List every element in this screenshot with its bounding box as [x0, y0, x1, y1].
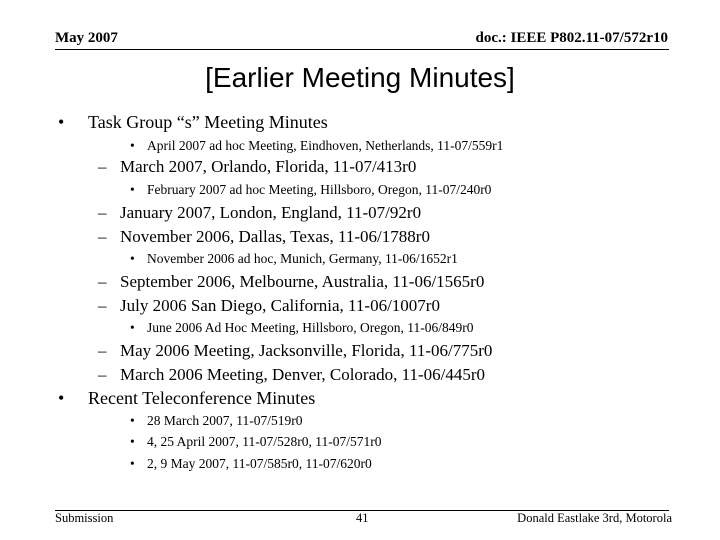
list-item-text: February 2007 ad hoc Meeting, Hillsboro, Oregon, 11-07/240r0: [147, 182, 492, 197]
list-item-text: 2, 9 May 2007, 11-07/585r0, 11-07/620r0: [147, 456, 372, 471]
list-item-text: January 2007, London, England, 11-07/92r0: [120, 203, 422, 222]
bullet: •: [130, 138, 135, 153]
list-item-text: 4, 25 April 2007, 11-07/528r0, 11-07/571r0: [147, 434, 382, 449]
bullet: •: [130, 251, 135, 266]
bullet: •: [130, 456, 135, 471]
header-doc-id: doc.: IEEE P802.11-07/572r10: [475, 30, 668, 46]
bullet: •: [58, 388, 65, 408]
footer-submission: Submission: [55, 511, 114, 525]
bullet: •: [130, 182, 135, 197]
header-date: May 2007: [55, 30, 118, 46]
dash-bullet: –: [98, 203, 107, 222]
dash-bullet: –: [98, 296, 107, 315]
dash-bullet: –: [98, 365, 107, 384]
bullet: •: [130, 413, 135, 428]
list-item-text: June 2006 Ad Hoc Meeting, Hillsboro, Oregon, 11-06/849r0: [147, 320, 474, 335]
dash-bullet: –: [98, 227, 107, 246]
list-item-text: April 2007 ad hoc Meeting, Eindhoven, Netherlands, 11-07/559r1: [147, 138, 504, 153]
header-divider: [55, 49, 669, 50]
list-item-text: March 2006 Meeting, Denver, Colorado, 11-06/445r0: [120, 365, 486, 384]
page-number: 41: [356, 511, 369, 525]
list-item-text: March 2007, Orlando, Florida, 11-07/413r0: [120, 157, 417, 176]
bullet: •: [130, 320, 135, 335]
list-item-text: Task Group “s” Meeting Minutes: [88, 112, 328, 132]
dash-bullet: –: [98, 272, 107, 291]
list-item-text: Recent Teleconference Minutes: [88, 388, 316, 408]
list-item-text: July 2006 San Diego, California, 11-06/1007r0: [120, 296, 440, 315]
list-item-text: May 2006 Meeting, Jacksonville, Florida, 11-06/775r0: [120, 341, 493, 360]
list-item-text: 28 March 2007, 11-07/519r0: [147, 413, 303, 428]
list-item-text: September 2006, Melbourne, Australia, 11-06/1565r0: [120, 272, 485, 291]
dash-bullet: –: [98, 341, 107, 360]
footer-author: Donald Eastlake 3rd, Motorola: [517, 511, 672, 525]
dash-bullet: –: [98, 157, 107, 176]
list-item-text: November 2006, Dallas, Texas, 11-06/1788r0: [120, 227, 430, 246]
slide-title: [Earlier Meeting Minutes]: [205, 62, 515, 93]
bullet: •: [130, 434, 135, 449]
list-item-text: November 2006 ad hoc, Munich, Germany, 11-06/1652r1: [147, 251, 458, 266]
bullet: •: [58, 112, 65, 132]
